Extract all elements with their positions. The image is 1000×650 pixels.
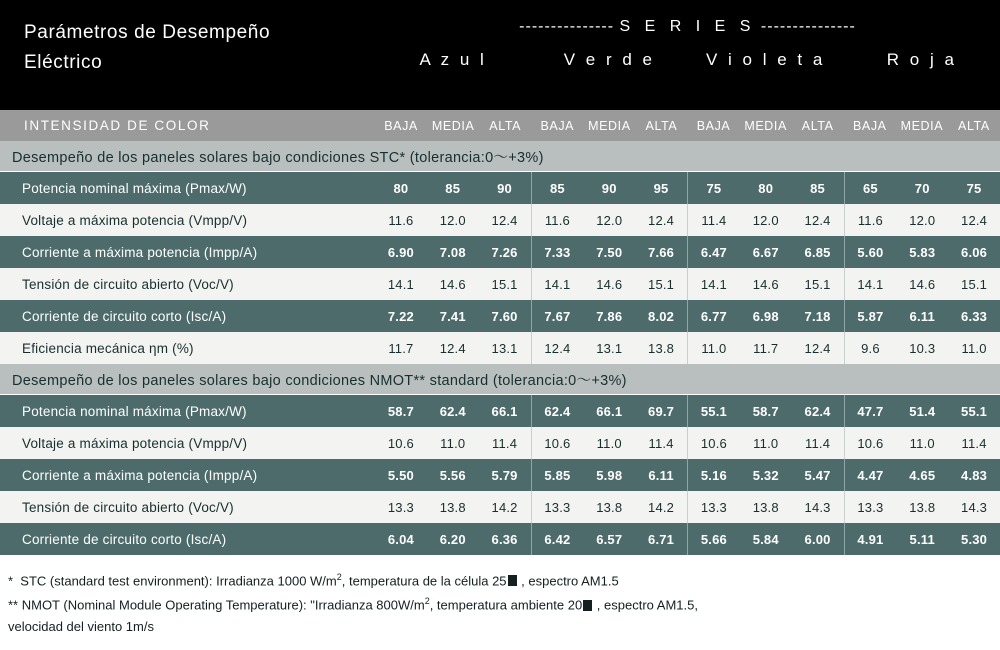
cell: 6.67 — [752, 244, 779, 260]
cell: 11.4 — [648, 435, 674, 451]
group-verde — [531, 300, 688, 332]
series-name-row — [375, 50, 1000, 70]
series-header — [375, 0, 1000, 70]
group-roja — [844, 172, 1000, 204]
cell: 6.42 — [544, 531, 571, 547]
cell: 5.66 — [700, 531, 727, 547]
footnote-stc-text-c: , espectro AM1.5 — [517, 573, 619, 589]
table-row — [0, 172, 1000, 204]
cell: 85 — [810, 180, 825, 196]
cell: 58.7 — [752, 403, 779, 419]
cell: 14.6 — [752, 276, 779, 292]
cell: 13.3 — [857, 499, 884, 515]
intensity-cell-media: MEDIA — [431, 118, 475, 133]
cell: 75 — [966, 180, 982, 196]
intensity-groups — [375, 119, 1000, 133]
degree-symbol-icon — [583, 600, 592, 611]
footnote-stc — [8, 567, 992, 591]
cell: 5.98 — [596, 467, 623, 483]
intensity-cell-alta: ALTA — [645, 118, 678, 133]
intensity-cell-baja: BAJA — [852, 118, 887, 133]
row-label: Potencia nominal máxima (Pmax/W) — [22, 403, 247, 419]
cell: 6.77 — [700, 308, 727, 324]
header — [0, 0, 1000, 110]
cell: 6.11 — [648, 467, 674, 483]
group-azul — [375, 204, 531, 236]
cell: 62.4 — [804, 403, 831, 419]
group-azul — [375, 300, 531, 332]
intensity-cell-baja: BAJA — [696, 118, 731, 133]
section-title-nmot: Desempeño de los paneles solares bajo condiciones NMOT** standard (tolerancia:0〜+3%) — [0, 364, 1000, 395]
cell: 14.3 — [804, 499, 831, 515]
group-violeta — [687, 332, 844, 364]
row-groups — [375, 236, 1000, 268]
cell: 12.4 — [648, 212, 675, 228]
cell: 6.47 — [700, 244, 727, 260]
group-azul — [375, 268, 531, 300]
cell: 6.85 — [804, 244, 831, 260]
cell: 70 — [914, 180, 930, 196]
cell: 5.11 — [909, 531, 935, 547]
group-verde — [531, 491, 688, 523]
cell: 62.4 — [439, 403, 466, 419]
cell: 5.32 — [752, 467, 779, 483]
cell: 75 — [706, 180, 722, 196]
row-groups — [375, 395, 1000, 427]
group-violeta — [687, 300, 844, 332]
cell: 12.0 — [439, 212, 466, 228]
cell: 15.1 — [648, 276, 675, 292]
series-name-verde: V e r d e — [563, 50, 655, 69]
cell: 13.8 — [909, 499, 936, 515]
group-roja — [844, 236, 1000, 268]
cell: 12.4 — [439, 340, 466, 356]
group-roja — [844, 204, 1000, 236]
group-azul — [375, 236, 531, 268]
table-row — [0, 268, 1000, 300]
row-label: Corriente a máxima potencia (Impp/A) — [22, 244, 258, 260]
row-label: Tensión de circuito abierto (Voc/V) — [22, 499, 234, 515]
cell: 7.50 — [596, 244, 623, 260]
group-violeta — [687, 172, 844, 204]
table-body-stc — [0, 172, 1000, 364]
cell: 10.6 — [544, 435, 571, 451]
cell: 14.6 — [596, 276, 623, 292]
group-azul — [375, 427, 531, 459]
group-violeta — [687, 236, 844, 268]
cell: 15.1 — [804, 276, 831, 292]
cell: 7.60 — [491, 308, 518, 324]
cell: 7.67 — [544, 308, 571, 324]
row-groups — [375, 491, 1000, 523]
cell: 12.0 — [909, 212, 936, 228]
intensity-cell-baja: BAJA — [540, 118, 575, 133]
series-name-roja: R o j a — [886, 50, 957, 69]
footnote-stc-sup: 2 — [336, 572, 342, 582]
cell: 11.6 — [544, 212, 570, 228]
group-azul — [375, 491, 531, 523]
cell: 4.47 — [857, 467, 884, 483]
cell: 85 — [549, 180, 565, 196]
cell: 10.6 — [387, 435, 414, 451]
series-name-azul: A z u l — [419, 50, 487, 69]
cell: 6.00 — [804, 531, 831, 547]
cell: 7.86 — [596, 308, 623, 324]
cell: 5.85 — [544, 467, 571, 483]
cell: 13.3 — [544, 499, 571, 515]
footnote-wind: velocidad del viento 1m/s — [8, 618, 154, 634]
intensity-cell-alta: ALTA — [489, 118, 522, 133]
table-row — [0, 491, 1000, 523]
cell: 11.6 — [388, 212, 414, 228]
cell: 7.18 — [804, 308, 831, 324]
intensity-group-roja — [844, 119, 1000, 133]
group-verde — [531, 395, 688, 427]
cell: 5.56 — [439, 467, 466, 483]
cell: 12.0 — [752, 212, 779, 228]
cell: 13.1 — [596, 340, 623, 356]
footnote-nmot-text-a: ** NMOT (Nominal Module Operating Temperature): "Irradianza 800W/m — [8, 597, 425, 613]
footnotes — [0, 555, 1000, 637]
table-row — [0, 300, 1000, 332]
cell: 14.1 — [700, 276, 727, 292]
intensity-cell-alta: ALTA — [801, 118, 834, 133]
cell: 13.8 — [439, 499, 466, 515]
row-label: Voltaje a máxima potencia (Vmpp/V) — [22, 212, 248, 228]
cell: 7.08 — [439, 244, 466, 260]
cell: 7.66 — [648, 244, 675, 260]
cell: 14.2 — [491, 499, 518, 515]
cell: 6.33 — [961, 308, 988, 324]
cell: 13.8 — [596, 499, 623, 515]
cell: 14.6 — [439, 276, 466, 292]
row-groups — [375, 332, 1000, 364]
cell: 6.11 — [909, 308, 935, 324]
group-verde — [531, 236, 688, 268]
cell: 47.7 — [857, 403, 884, 419]
cell: 5.83 — [909, 244, 936, 260]
cell: 11.4 — [805, 435, 831, 451]
cell: 15.1 — [491, 276, 518, 292]
cell: 6.20 — [439, 531, 466, 547]
cell: 6.36 — [491, 531, 518, 547]
cell: 4.83 — [961, 467, 988, 483]
cell: 11.0 — [701, 340, 727, 356]
intensity-header-row — [0, 110, 1000, 141]
cell: 6.06 — [961, 244, 988, 260]
intensity-cell-media: MEDIA — [900, 118, 944, 133]
cell: 10.3 — [909, 340, 936, 356]
cell: 13.3 — [387, 499, 414, 515]
cell: 14.6 — [909, 276, 936, 292]
series-banner-left-dashes: --------------- — [519, 18, 615, 35]
intensity-label: INTENSIDAD DE COLOR — [24, 118, 211, 133]
row-groups — [375, 459, 1000, 491]
cell: 5.47 — [804, 467, 831, 483]
table-row — [0, 459, 1000, 491]
cell: 5.84 — [752, 531, 779, 547]
group-azul — [375, 523, 531, 555]
row-label: Corriente de circuito corto (Isc/A) — [22, 531, 227, 547]
group-violeta — [687, 523, 844, 555]
intensity-cell-alta: ALTA — [958, 118, 990, 133]
cell: 11.0 — [909, 435, 935, 451]
cell: 6.90 — [387, 244, 414, 260]
row-groups — [375, 427, 1000, 459]
group-verde — [531, 332, 688, 364]
cell: 11.6 — [857, 212, 883, 228]
cell: 11.0 — [961, 340, 987, 356]
footnote-nmot-text-b: , temperatura ambiente 20 — [429, 597, 583, 613]
row-groups — [375, 300, 1000, 332]
cell: 5.50 — [387, 467, 414, 483]
cell: 66.1 — [596, 403, 623, 419]
series-name-violeta: V i o l e t a — [705, 50, 826, 69]
cell: 5.87 — [857, 308, 884, 324]
cell: 10.6 — [857, 435, 884, 451]
cell: 69.7 — [648, 403, 675, 419]
cell: 6.04 — [387, 531, 414, 547]
row-label: Tensión de circuito abierto (Voc/V) — [22, 276, 234, 292]
header-title-block — [0, 0, 375, 78]
group-verde — [531, 523, 688, 555]
cell: 66.1 — [491, 403, 518, 419]
cell: 58.7 — [387, 403, 414, 419]
series-banner — [375, 18, 1000, 36]
group-azul — [375, 332, 531, 364]
group-azul — [375, 395, 531, 427]
section-title-stc: Desempeño de los paneles solares bajo condiciones STC* (tolerancia:0〜+3%) — [0, 141, 1000, 172]
cell: 7.22 — [387, 308, 414, 324]
group-verde — [531, 172, 688, 204]
page-title-line1: Parámetros de Desempeño — [24, 22, 271, 43]
cell: 55.1 — [961, 403, 988, 419]
series-banner-right-dashes: --------------- — [760, 18, 856, 35]
group-violeta — [687, 491, 844, 523]
cell: 12.4 — [804, 212, 831, 228]
group-verde — [531, 204, 688, 236]
cell: 5.16 — [700, 467, 727, 483]
footnote-stc-text-b: , temperatura de la célula 25 — [341, 573, 507, 589]
cell: 9.6 — [861, 340, 880, 356]
cell: 12.4 — [544, 340, 571, 356]
group-roja — [844, 523, 1000, 555]
cell: 7.26 — [491, 244, 518, 260]
group-verde — [531, 427, 688, 459]
cell: 4.91 — [857, 531, 884, 547]
cell: 90 — [497, 180, 512, 196]
footnote-stc-text-a: * STC (standard test environment): Irradianza 1000 W/m — [8, 573, 337, 589]
cell: 4.65 — [909, 467, 936, 483]
cell: 7.41 — [439, 308, 466, 324]
cell: 14.3 — [961, 499, 988, 515]
table-row — [0, 204, 1000, 236]
cell: 13.8 — [648, 340, 675, 356]
cell: 14.1 — [387, 276, 414, 292]
cell: 12.4 — [804, 340, 831, 356]
cell: 11.4 — [492, 435, 518, 451]
cell: 90 — [601, 180, 617, 196]
group-roja — [844, 427, 1000, 459]
table-row — [0, 332, 1000, 364]
row-label: Potencia nominal máxima (Pmax/W) — [22, 180, 247, 196]
cell: 80 — [758, 180, 774, 196]
group-violeta — [687, 395, 844, 427]
cell: 62.4 — [544, 403, 571, 419]
cell: 11.0 — [440, 435, 466, 451]
group-violeta — [687, 268, 844, 300]
degree-symbol-icon — [508, 575, 517, 586]
group-violeta — [687, 459, 844, 491]
footnote-nmot — [8, 591, 992, 615]
cell: 13.1 — [491, 340, 518, 356]
cell: 55.1 — [700, 403, 727, 419]
group-verde — [531, 268, 688, 300]
row-groups — [375, 204, 1000, 236]
cell: 13.3 — [700, 499, 727, 515]
cell: 11.0 — [753, 435, 779, 451]
group-roja — [844, 459, 1000, 491]
row-groups — [375, 268, 1000, 300]
cell: 80 — [393, 180, 409, 196]
cell: 85 — [445, 180, 461, 196]
group-verde — [531, 459, 688, 491]
cell: 65 — [862, 180, 878, 196]
cell: 13.8 — [752, 499, 779, 515]
intensity-cell-media: MEDIA — [588, 118, 631, 133]
row-label: Corriente a máxima potencia (Impp/A) — [22, 467, 258, 483]
table-row — [0, 236, 1000, 268]
cell: 6.71 — [648, 531, 675, 547]
cell: 11.7 — [388, 340, 414, 356]
cell: 5.79 — [491, 467, 518, 483]
table-body-nmot — [0, 395, 1000, 555]
group-roja — [844, 395, 1000, 427]
cell: 14.1 — [544, 276, 571, 292]
cell: 14.1 — [857, 276, 884, 292]
page-title-line2: Eléctrico — [24, 52, 103, 73]
row-groups — [375, 172, 1000, 204]
intensity-cell-baja: BAJA — [384, 118, 418, 133]
cell: 6.98 — [752, 308, 779, 324]
cell: 10.6 — [700, 435, 727, 451]
group-roja — [844, 491, 1000, 523]
intensity-group-azul — [375, 119, 531, 133]
cell: 5.60 — [857, 244, 884, 260]
intensity-group-verde — [531, 119, 687, 133]
group-roja — [844, 268, 1000, 300]
cell: 11.7 — [753, 340, 779, 356]
footnote-nmot-text-c: , espectro AM1.5, — [593, 597, 698, 613]
group-roja — [844, 300, 1000, 332]
cell: 11.4 — [961, 435, 987, 451]
cell: 15.1 — [961, 276, 988, 292]
intensity-cell-media: MEDIA — [744, 118, 787, 133]
intensity-group-violeta — [688, 119, 844, 133]
group-violeta — [687, 204, 844, 236]
series-banner-word: S E R I E S — [619, 18, 756, 35]
cell: 14.2 — [648, 499, 675, 515]
cell: 6.57 — [596, 531, 623, 547]
group-roja — [844, 332, 1000, 364]
group-azul — [375, 459, 531, 491]
cell: 11.4 — [701, 212, 727, 228]
cell: 7.33 — [544, 244, 571, 260]
footnote-nmot-sup: 2 — [424, 596, 430, 607]
cell: 11.0 — [596, 435, 622, 451]
group-azul — [375, 172, 531, 204]
row-groups — [375, 523, 1000, 555]
cell: 12.4 — [961, 212, 988, 228]
row-label: Corriente de circuito corto (Isc/A) — [22, 308, 227, 324]
group-violeta — [687, 427, 844, 459]
table-row — [0, 523, 1000, 555]
cell: 12.0 — [596, 212, 623, 228]
table-row — [0, 395, 1000, 427]
cell: 8.02 — [648, 308, 675, 324]
row-label: Eficiencia mecánica ηm (%) — [22, 340, 194, 356]
cell: 51.4 — [909, 403, 936, 419]
row-label: Voltaje a máxima potencia (Vmpp/V) — [22, 435, 248, 451]
table-row — [0, 427, 1000, 459]
cell: 95 — [653, 180, 669, 196]
cell: 12.4 — [491, 212, 518, 228]
cell: 5.30 — [961, 531, 988, 547]
